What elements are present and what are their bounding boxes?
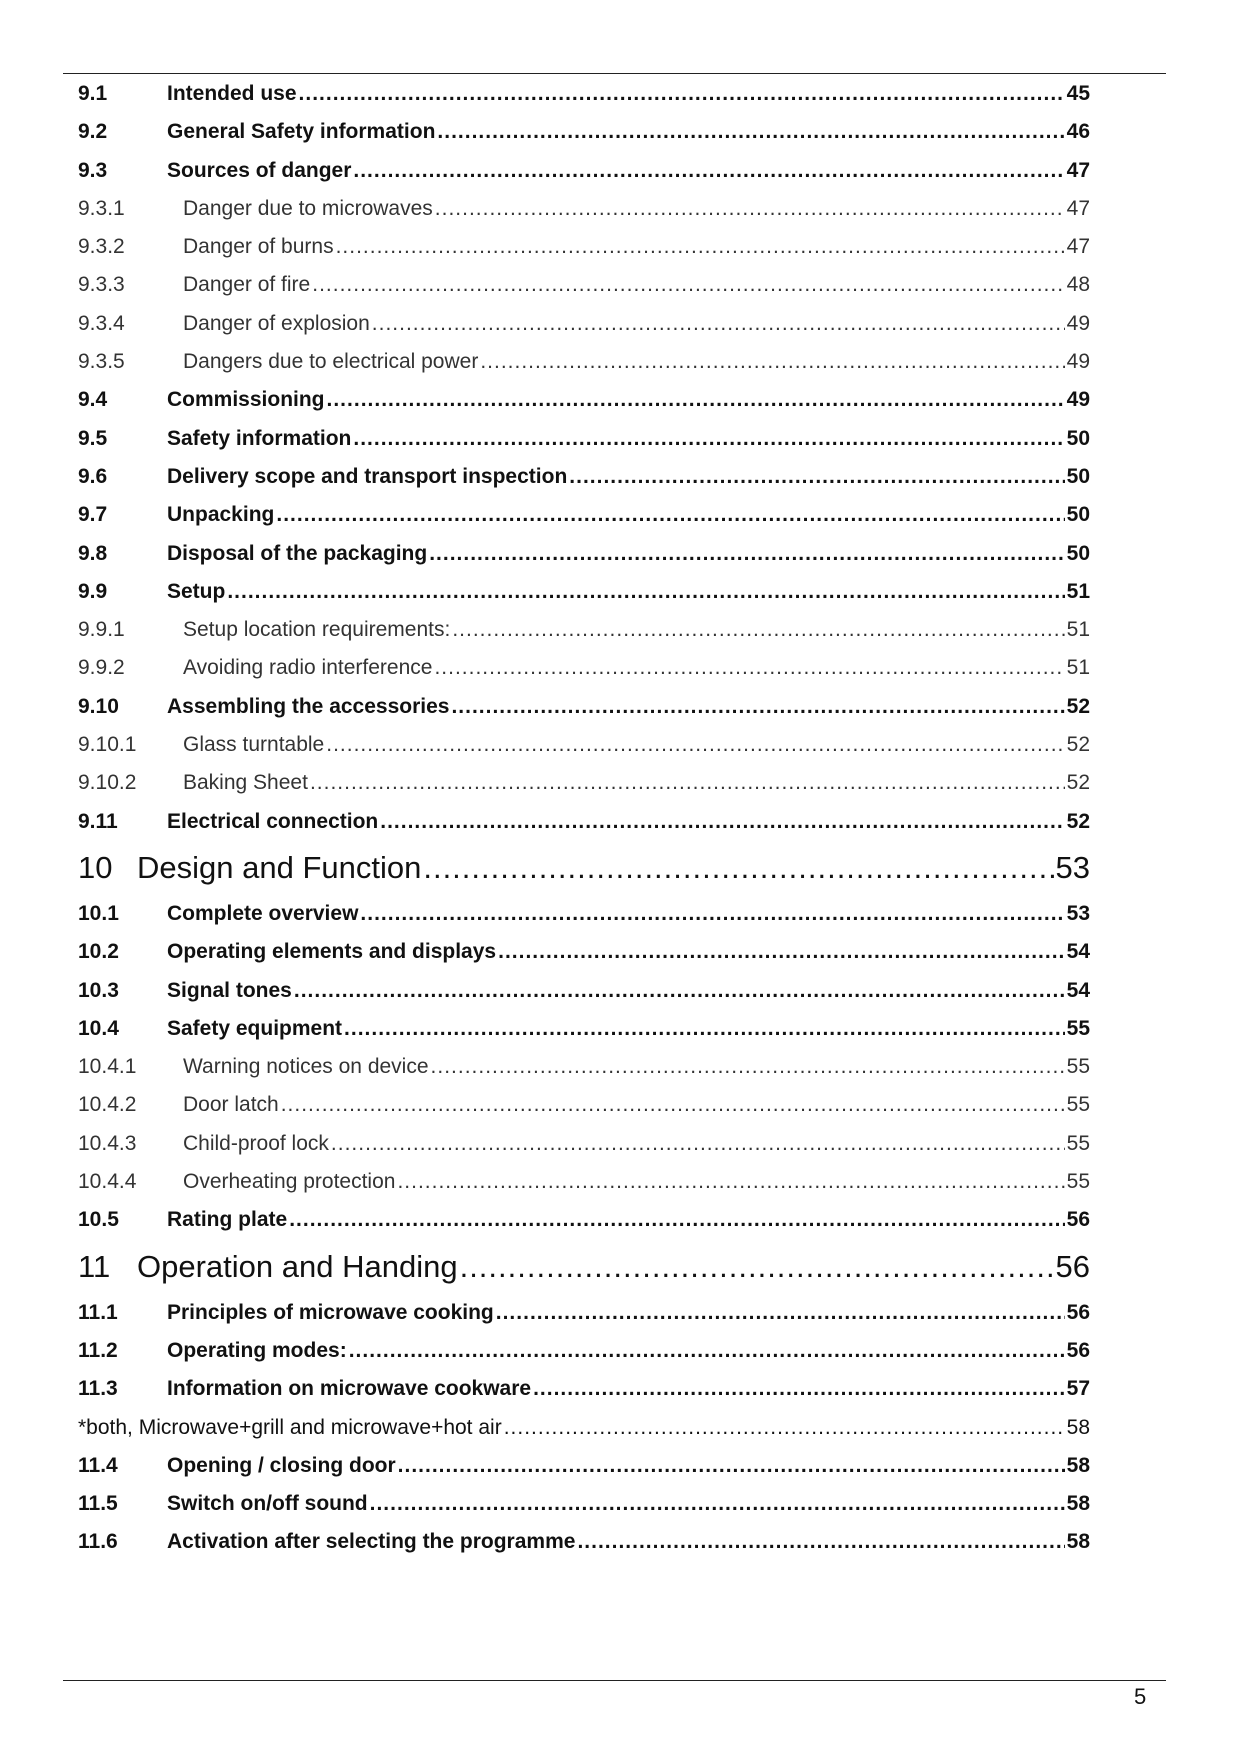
dot-leader [423, 850, 1053, 886]
entry-title: Disposal of the packaging [167, 541, 428, 565]
toc-entry[interactable] [78, 1377, 1090, 1415]
dot-leader [498, 940, 1065, 964]
toc-entry[interactable] [78, 618, 1090, 656]
entry-number: 11.5 [78, 1492, 118, 1516]
entry-page: 57 [1066, 1377, 1090, 1401]
entry-title: Complete overview [167, 901, 359, 925]
dot-leader [496, 1301, 1065, 1325]
toc-entry[interactable] [78, 695, 1090, 733]
dot-leader [276, 503, 1064, 527]
dot-leader [349, 1339, 1065, 1363]
toc-entry[interactable] [78, 771, 1090, 809]
dot-leader [577, 1530, 1064, 1554]
entry-title: Setup [167, 579, 226, 603]
toc-entry[interactable] [78, 1208, 1090, 1246]
dot-leader [380, 810, 1064, 834]
entry-page: 49 [1066, 311, 1090, 335]
dot-leader [326, 733, 1064, 757]
toc-entry[interactable] [78, 312, 1090, 350]
entry-number: 9.2 [78, 120, 108, 144]
dot-leader [227, 580, 1064, 604]
entry-title: Intended use [167, 82, 297, 105]
entry-page: 53 [1066, 901, 1090, 925]
toc-entry[interactable] [78, 82, 1090, 120]
entry-title: Opening / closing door [167, 1453, 396, 1477]
toc-entry[interactable] [78, 197, 1090, 235]
dot-leader [294, 979, 1065, 1003]
entry-title: Delivery scope and transport inspection [167, 464, 568, 488]
entry-page: 50 [1066, 464, 1090, 488]
entry-number: 9.1 [78, 82, 108, 105]
entry-title: General Safety information [167, 120, 436, 144]
entry-title: Overheating protection [183, 1170, 396, 1194]
dot-leader [360, 902, 1064, 926]
entry-number: 9.3.2 [78, 235, 125, 259]
entry-title: Electrical connection [167, 809, 379, 833]
toc-entry[interactable] [78, 1170, 1090, 1208]
entry-title: Glass turntable [183, 733, 325, 757]
entry-number: 11.2 [78, 1338, 118, 1362]
entry-title: Operation and Handing [137, 1248, 458, 1284]
entry-page: 50 [1066, 503, 1090, 527]
entry-number: 9.10 [78, 694, 119, 718]
entry-page: 51 [1066, 618, 1090, 642]
entry-title: Operating elements and displays [167, 940, 497, 964]
entry-title: Unpacking [167, 503, 275, 527]
entry-page: 58 [1066, 1453, 1090, 1477]
toc-chapter[interactable] [78, 848, 1090, 902]
dot-leader [281, 1093, 1065, 1117]
table-of-contents [78, 82, 1090, 1569]
entry-number: 9.6 [78, 464, 108, 488]
dot-leader [312, 273, 1064, 297]
toc-entry[interactable] [78, 1416, 1090, 1454]
entry-title: Danger due to microwaves [183, 196, 433, 220]
entry-number: 10 [78, 849, 113, 885]
entry-page: 51 [1066, 656, 1090, 680]
dot-leader [435, 197, 1065, 221]
entry-page: 47 [1066, 235, 1090, 259]
entry-number: 10.3 [78, 978, 119, 1002]
entry-page: 52 [1066, 733, 1090, 757]
entry-page: 55 [1066, 1170, 1090, 1194]
entry-number: 9.10.2 [78, 771, 137, 795]
entry-page: 58 [1066, 1492, 1090, 1516]
toc-entry[interactable] [78, 465, 1090, 503]
entry-title: Dangers due to electrical power [183, 350, 479, 374]
entry-number: 11.1 [78, 1300, 118, 1324]
entry-number: 9.3.1 [78, 196, 125, 220]
entry-number: 9.9 [78, 579, 108, 603]
entry-page: 58 [1066, 1530, 1090, 1554]
entry-title: Assembling the accessories [167, 694, 450, 718]
entry-page: 52 [1066, 809, 1090, 833]
entry-number: 10.1 [78, 901, 119, 925]
entry-title: Danger of explosion [183, 311, 370, 335]
toc-entry[interactable] [78, 1301, 1090, 1339]
toc-entry[interactable] [78, 159, 1090, 197]
entry-page: 54 [1066, 940, 1090, 964]
entry-number: 9.8 [78, 541, 108, 565]
entry-title: Baking Sheet [183, 771, 308, 795]
entry-number: 9.3.4 [78, 311, 125, 335]
entry-page: 49 [1066, 388, 1090, 412]
dot-leader [310, 771, 1065, 795]
entry-title: Safety equipment [167, 1016, 343, 1040]
dot-leader [299, 82, 1065, 106]
entry-page: 55 [1066, 1093, 1090, 1117]
dot-leader [429, 542, 1064, 566]
entry-page: 45 [1066, 82, 1090, 105]
entry-title: Switch on/off sound [167, 1492, 368, 1516]
entry-number: 9.3.3 [78, 273, 125, 297]
entry-title: Avoiding radio interference [183, 656, 433, 680]
toc-entry[interactable] [78, 235, 1090, 273]
entry-page: 52 [1066, 771, 1090, 795]
toc-entry[interactable] [78, 979, 1090, 1017]
toc-entry[interactable] [78, 940, 1090, 978]
dot-leader [480, 350, 1064, 374]
entry-page: 56 [1066, 1338, 1090, 1362]
entry-number: 10.4.1 [78, 1055, 137, 1079]
toc-entry[interactable] [78, 350, 1090, 388]
entry-page: 50 [1066, 541, 1090, 565]
dot-leader [289, 1208, 1064, 1232]
dot-leader [397, 1170, 1064, 1194]
entry-title: Signal tones [167, 978, 292, 1002]
entry-number: 10.4 [78, 1016, 119, 1040]
entry-page: 50 [1066, 426, 1090, 450]
entry-title: Operating modes: [167, 1338, 347, 1362]
entry-number: 10.5 [78, 1208, 119, 1232]
dot-leader [431, 1055, 1065, 1079]
footer-rule [63, 1680, 1166, 1681]
entry-number: 11.3 [78, 1377, 118, 1401]
dot-leader [327, 388, 1065, 412]
entry-title: Design and Function [137, 849, 422, 885]
toc-entry[interactable] [78, 1055, 1090, 1093]
toc-entry[interactable] [78, 427, 1090, 465]
toc-entry[interactable] [78, 1530, 1090, 1568]
entry-number: 9.10.1 [78, 733, 137, 757]
entry-number: 9.3.5 [78, 350, 125, 374]
toc-entry[interactable] [78, 1492, 1090, 1530]
entry-page: 55 [1066, 1055, 1090, 1079]
entry-page: 55 [1066, 1016, 1090, 1040]
entry-number: 9.11 [78, 809, 118, 833]
entry-number: 11 [78, 1248, 111, 1284]
toc-entry[interactable] [78, 580, 1090, 618]
dot-leader [569, 465, 1064, 489]
entry-page: 56 [1066, 1300, 1090, 1324]
entry-page: 52 [1066, 694, 1090, 718]
entry-number: 10.4.3 [78, 1131, 137, 1155]
entry-title: Door latch [183, 1093, 279, 1117]
toc-entry[interactable] [78, 733, 1090, 771]
entry-number: 10.2 [78, 940, 119, 964]
entry-title: Information on microwave cookware [167, 1377, 532, 1401]
entry-page: 47 [1066, 196, 1090, 220]
toc-entry[interactable] [78, 273, 1090, 311]
entry-number: 9.9.1 [78, 618, 125, 642]
dot-leader [353, 427, 1064, 451]
entry-page: 51 [1066, 579, 1090, 603]
dot-leader [452, 618, 1064, 642]
entry-page: 47 [1066, 158, 1090, 182]
toc-entry[interactable] [78, 902, 1090, 940]
entry-number: 10.4.4 [78, 1170, 137, 1194]
dot-leader [434, 656, 1064, 680]
dot-leader [460, 1249, 1054, 1285]
toc-entry[interactable] [78, 810, 1090, 848]
dot-leader [398, 1454, 1065, 1478]
entry-title: Rating plate [167, 1208, 288, 1232]
header-rule [63, 73, 1166, 74]
dot-leader [437, 120, 1064, 144]
entry-number: 11.4 [78, 1453, 118, 1477]
dot-leader [331, 1132, 1065, 1156]
toc-entry[interactable] [78, 1093, 1090, 1131]
dot-leader [372, 312, 1065, 336]
entry-title: Safety information [167, 426, 352, 450]
entry-title: Commissioning [167, 388, 325, 412]
toc-entry[interactable] [78, 1017, 1090, 1055]
toc-entry[interactable] [78, 656, 1090, 694]
entry-page: 49 [1066, 350, 1090, 374]
entry-page: 46 [1066, 120, 1090, 144]
entry-title: Warning notices on device [183, 1055, 429, 1079]
toc-entry[interactable] [78, 388, 1090, 426]
entry-title: *both, Microwave+grill and microwave+hot air [78, 1415, 502, 1439]
entry-number: 9.9.2 [78, 656, 125, 680]
entry-title: Principles of microwave cooking [167, 1300, 494, 1324]
entry-number: 10.4.2 [78, 1093, 137, 1117]
entry-page: 53 [1055, 849, 1090, 885]
entry-number: 11.6 [78, 1530, 118, 1554]
entry-page: 48 [1066, 273, 1090, 297]
dot-leader [451, 695, 1064, 719]
toc-entry[interactable] [78, 542, 1090, 580]
page-number: 5 [1134, 1684, 1147, 1709]
dot-leader [533, 1377, 1065, 1401]
entry-page: 54 [1066, 978, 1090, 1002]
toc-chapter[interactable] [78, 1247, 1090, 1301]
dot-leader [344, 1017, 1065, 1041]
toc-entry[interactable] [78, 1132, 1090, 1170]
entry-title: Child-proof lock [183, 1131, 329, 1155]
entry-page: 58 [1066, 1415, 1090, 1439]
entry-number: 9.3 [78, 158, 108, 182]
entry-title: Setup location requirements: [183, 618, 451, 642]
entry-page: 56 [1066, 1208, 1090, 1232]
entry-title: Danger of burns [183, 235, 334, 259]
entry-page: 55 [1066, 1131, 1090, 1155]
dot-leader [336, 235, 1065, 259]
dot-leader [504, 1416, 1065, 1440]
entry-title: Danger of fire [183, 273, 311, 297]
dot-leader [370, 1492, 1065, 1516]
toc-entry[interactable] [78, 503, 1090, 541]
entry-title: Sources of danger [167, 158, 352, 182]
entry-number: 9.5 [78, 426, 108, 450]
entry-number: 9.4 [78, 388, 108, 412]
entry-page: 56 [1055, 1248, 1090, 1284]
entry-number: 9.7 [78, 503, 108, 527]
toc-entry[interactable] [78, 1339, 1090, 1377]
toc-entry[interactable] [78, 1454, 1090, 1492]
toc-entry[interactable] [78, 120, 1090, 158]
entry-title: Activation after selecting the programme [167, 1530, 576, 1554]
dot-leader [353, 159, 1064, 183]
